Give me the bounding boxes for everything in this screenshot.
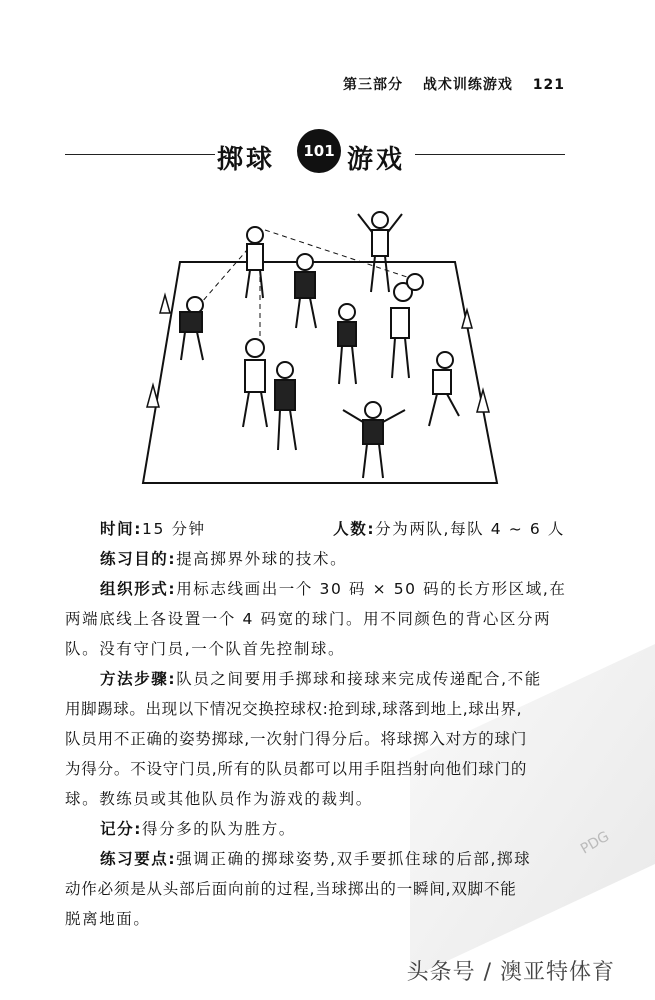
- player: [358, 212, 402, 292]
- page-number: 121: [532, 77, 565, 93]
- paragraph-key-points: [65, 844, 570, 874]
- ball: [407, 274, 423, 290]
- game-number-badge: 101: [297, 129, 341, 173]
- line: 用脚踢球。出现以下情况交换控球权:抢到球,球落到地上,球出界,: [65, 700, 523, 718]
- line: 动作必须是从头部后面向前的过程,当球掷出的一瞬间,双脚不能: [65, 880, 517, 898]
- line: 队。没有守门员,一个队首先控制球。: [65, 640, 346, 658]
- player: [391, 283, 412, 378]
- label: 练习要点:: [100, 850, 177, 868]
- meta-row: [65, 514, 570, 544]
- player: [343, 402, 405, 478]
- body-text: [65, 514, 570, 934]
- player: [338, 304, 356, 384]
- running-header: [329, 74, 565, 94]
- time-label: 时间:: [100, 520, 142, 538]
- line: 强调正确的掷球姿势,双手要抓住球的后部,掷球: [176, 850, 532, 868]
- paragraph-method: [65, 664, 570, 694]
- line: 队员之间要用手掷球和接球来完成传递配合,不能: [176, 670, 542, 688]
- title-right: 游戏: [347, 145, 406, 175]
- label: 方法步骤:: [100, 670, 177, 688]
- player: [429, 352, 459, 426]
- time-field: [100, 514, 206, 544]
- players-field: [333, 514, 565, 544]
- line: 提高掷界外球的技术。: [176, 550, 348, 568]
- game-title: [65, 135, 565, 175]
- player: [275, 362, 296, 450]
- paragraph-scoring: [65, 814, 570, 844]
- players: [180, 212, 459, 478]
- line: 两端底线上各设置一个 4 码宽的球门。用不同颜色的背心区分两: [65, 610, 552, 628]
- player: [243, 339, 267, 427]
- line: 用标志线画出一个 30 码 × 50 码的长方形区域,在: [176, 580, 567, 598]
- line: 球。教练员或其他队员作为游戏的裁判。: [65, 790, 373, 808]
- title-rule-left: [65, 154, 215, 155]
- player: [295, 254, 316, 328]
- title-rule-right: [415, 154, 565, 155]
- chapter-label: 战术训练游戏: [422, 77, 513, 93]
- section-label: 第三部分: [343, 77, 404, 93]
- players-label: 人数:: [333, 520, 376, 538]
- label: 组织形式:: [100, 580, 177, 598]
- label: 记分:: [100, 820, 142, 838]
- line: 为得分。不设守门员,所有的队员都可以用手阻挡射向他们球门的: [65, 760, 528, 778]
- line: 得分多的队为胜方。: [142, 820, 296, 838]
- watermark-pdg: PDG: [578, 828, 613, 858]
- footer-source: 头条号 / 澳亚特体育: [406, 960, 615, 985]
- paragraph-organization: [65, 574, 570, 604]
- time-value: 15 分钟: [142, 520, 206, 538]
- paragraph-purpose: [65, 544, 570, 574]
- line: 队员用不正确的姿势掷球,一次射门得分后。将球掷入对方的球门: [65, 730, 528, 748]
- label: 练习目的:: [100, 550, 177, 568]
- player: [180, 297, 203, 360]
- line: 脱离地面。: [65, 910, 151, 928]
- players-value: 分为两队,每队 4 ~ 6 人: [375, 520, 565, 538]
- field-illustration: [135, 200, 515, 500]
- title-left: 掷球: [217, 145, 276, 175]
